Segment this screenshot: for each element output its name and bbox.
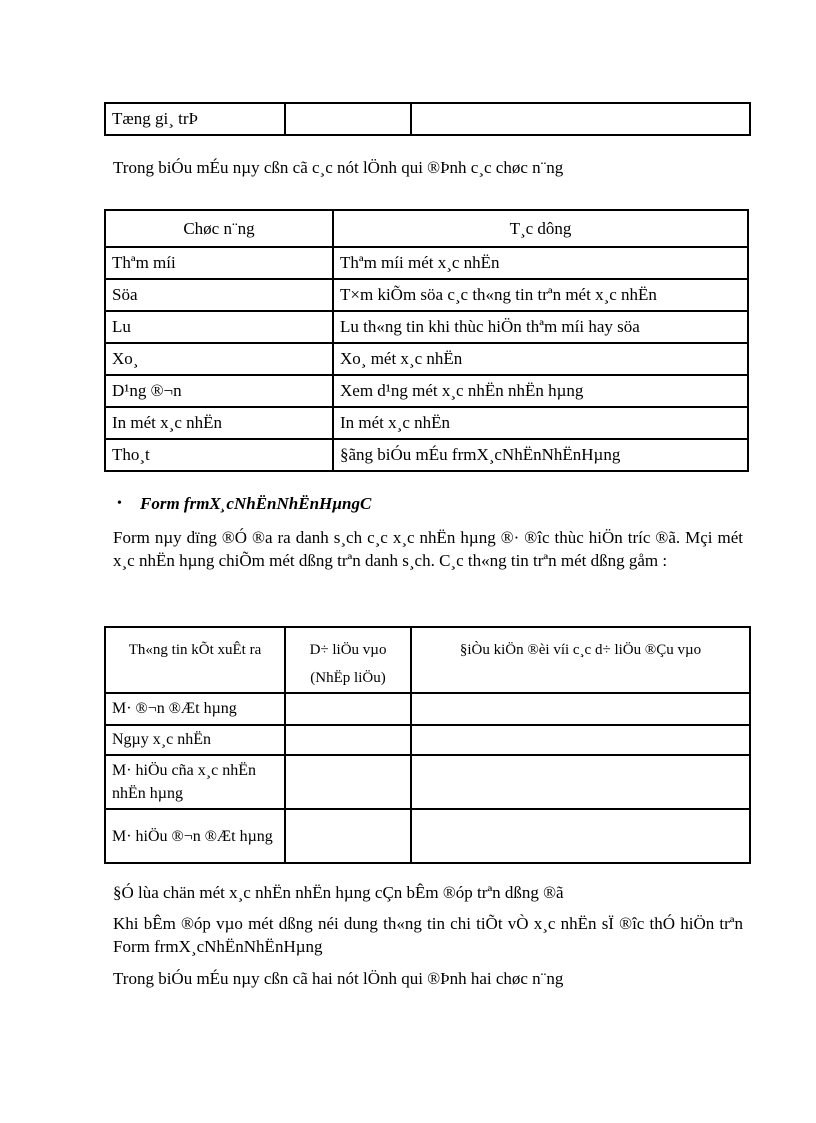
table-row bbox=[105, 375, 748, 407]
header-input-conditions: §iÒu kiÖn ®èi víi c¸c d÷ liÖu ®Çu vµo bbox=[411, 627, 750, 693]
paragraph-form-description: Form nµy dïng ®Ó ®a ra danh s¸ch c¸c x¸c nhËn hµng ®· ®îc thùc hiÖn tríc ®ã. Mçi mét x¸c nhËn hµng chiÕm mét dßng trªn danh s¸ch. C¸c th«ng tin trªn mét dßng gåm : bbox=[113, 528, 743, 570]
paragraph-intro-buttons: Trong biÓu mÉu nµy cßn cã hai nót lÖnh qui ®Þnh hai chøc n¨ng bbox=[113, 969, 564, 988]
header-output-info: Th«ng tin kÕt xuÊt ra bbox=[105, 627, 285, 693]
function-cell: Tho¸t bbox=[105, 439, 333, 471]
section-title: Form frmX¸cNhËnNhËnHµngC bbox=[140, 494, 372, 513]
function-cell: Söa bbox=[105, 279, 333, 311]
table-row bbox=[105, 279, 748, 311]
table-cell: Ngµy x¸c nhËn bbox=[105, 725, 285, 755]
function-cell: Thªm míi bbox=[105, 247, 333, 279]
info-table bbox=[104, 626, 751, 864]
effect-cell: T×m kiÕm söa c¸c th«ng tin trªn mét x¸c nhËn bbox=[333, 279, 748, 311]
table-row bbox=[105, 693, 750, 725]
table-cell bbox=[285, 103, 411, 135]
table-cell bbox=[285, 809, 411, 863]
header-function: Chøc n¨ng bbox=[105, 210, 333, 247]
effect-cell: Thªm míi mét x¸c nhËn bbox=[333, 247, 748, 279]
effect-cell: In mét x¸c nhËn bbox=[333, 407, 748, 439]
effect-cell: Lu th«ng tin khi thùc hiÖn thªm míi hay söa bbox=[333, 311, 748, 343]
function-cell: Xo¸ bbox=[105, 343, 333, 375]
table-cell bbox=[285, 725, 411, 755]
table-row bbox=[105, 311, 748, 343]
table-row bbox=[105, 725, 750, 755]
table-header-row bbox=[105, 210, 748, 247]
paragraph-detail-instruction: Khi bÊm ®óp vµo mét dßng néi dung th«ng tin chi tiÕt vÒ x¸c nhËn sÏ ®îc thÓ hiÖn trªn Form frmX¸cNhËnNhËnHµng bbox=[113, 914, 743, 956]
paragraph-select-instruction: §Ó lùa chän mét x¸c nhËn nhËn hµng cÇn bÊm ®óp trªn dßng ®ã bbox=[113, 883, 564, 902]
effect-cell: Xo¸ mét x¸c nhËn bbox=[333, 343, 748, 375]
table-cell bbox=[285, 693, 411, 725]
header-input-data-line2: (NhËp liÖu) bbox=[310, 670, 386, 686]
header-input-data bbox=[285, 627, 411, 693]
table-cell bbox=[411, 103, 750, 135]
table-cell bbox=[285, 755, 411, 809]
table-row bbox=[105, 247, 748, 279]
header-effect: T¸c dông bbox=[333, 210, 748, 247]
effect-cell: Xem d¹ng mét x¸c nhËn nhËn hµng bbox=[333, 375, 748, 407]
table-cell: M· hiÖu cña x¸c nhËn nhËn hµng bbox=[105, 755, 285, 809]
table-cell bbox=[411, 693, 750, 725]
table-row bbox=[105, 755, 750, 809]
table-cell: M· ®¬n ®Æt hµng bbox=[105, 693, 285, 725]
totals-table bbox=[104, 102, 751, 136]
table-cell bbox=[411, 755, 750, 809]
bullet-icon: • bbox=[117, 496, 122, 511]
table-row bbox=[105, 439, 748, 471]
table-row bbox=[105, 407, 748, 439]
functions-table bbox=[104, 209, 749, 472]
table-header-row bbox=[105, 627, 750, 693]
function-cell: Lu bbox=[105, 311, 333, 343]
table-row bbox=[105, 809, 750, 863]
function-cell: D¹ng ®¬n bbox=[105, 375, 333, 407]
table-cell: M· hiÖu ®¬n ®Æt hµng bbox=[105, 809, 285, 863]
effect-cell: §ãng biÓu mÉu frmX¸cNhËnNhËnHµng bbox=[333, 439, 748, 471]
table-cell bbox=[411, 809, 750, 863]
table-row bbox=[105, 103, 750, 135]
header-input-data-line1: D÷ liÖu vµo bbox=[309, 642, 387, 658]
function-cell: In mét x¸c nhËn bbox=[105, 407, 333, 439]
table-row bbox=[105, 343, 748, 375]
table-cell: Tæng gi¸ trÞ bbox=[105, 103, 285, 135]
paragraph-intro-functions: Trong biÓu mÉu nµy cßn cã c¸c nót lÖnh qui ®Þnh c¸c chøc n¨ng bbox=[113, 158, 564, 177]
table-cell bbox=[411, 725, 750, 755]
